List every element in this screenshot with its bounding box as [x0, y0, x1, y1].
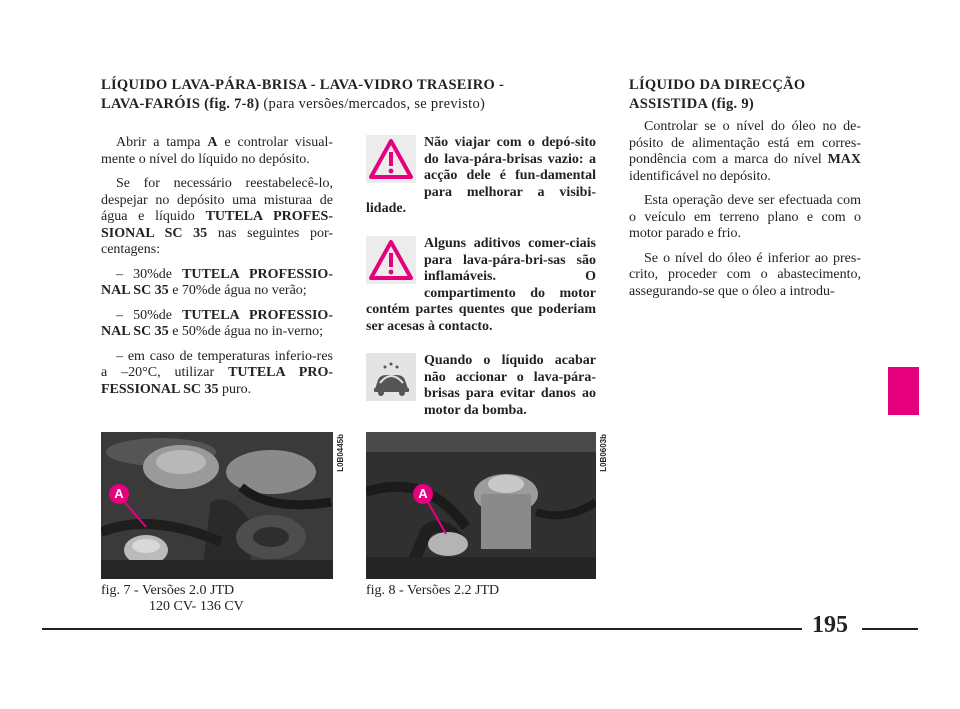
figure-caption-fig7 — [101, 583, 333, 615]
right-column-text — [629, 119, 861, 308]
car-wiper-icon — [366, 353, 416, 401]
warning-text: Não viajar com o depó-sito do lava-pára-brisas vazio: a acção dele é fun-damental para melhorar a visibi-lidade. — [366, 135, 596, 216]
warning-triangle-icon — [366, 135, 416, 183]
marker-a-label: A — [413, 484, 433, 504]
warning-flammable-additives — [366, 236, 596, 335]
figure-code: L0B0445b — [336, 434, 345, 472]
paragraph-summer-mix: – 30%de TUTELA PROFESSIO-NAL SC 35 e 70%de água no verão; — [101, 266, 333, 298]
section-heading-washer-fluid — [101, 76, 531, 114]
caption-line: fig. 8 - Versões 2.2 JTD — [366, 583, 500, 598]
paragraph-refill-oil: Se o nível do óleo é inferior ao pres-crito, proceder com o abastecimento, assegurando-se que o óleo a introdu- — [629, 250, 861, 299]
paragraph-open-cap: Abrir a tampa A e controlar visual-mente o nível do líquido no depósito. — [101, 135, 333, 167]
engine-photo-fig7 — [101, 432, 333, 579]
paragraph-check-oil: Controlar se o nível do óleo no de-pósito de alimentação está em corres-pondência com a marca do nível MAX identificável no depósito. — [629, 119, 861, 184]
page-number: 195 — [812, 612, 848, 638]
warning-text: Quando o líquido acabar não accionar o lava-pára-brisas para evitar danos ao motor da bomba. — [424, 353, 596, 418]
paragraph-conditions: Esta operação deve ser efectuada com o veículo em terreno plano e com o motor parado e frio. — [629, 193, 861, 241]
paragraph-low-temp: – em caso de temperaturas inferio-res a –20°C, utilizar TUTELA PRO-FESSIONAL SC 35 puro. — [101, 348, 333, 397]
marker-a-label: A — [109, 484, 129, 504]
section-tab — [888, 367, 919, 415]
warning-empty-reservoir — [366, 135, 596, 218]
engine-photo-fig8 — [366, 432, 596, 579]
section-heading-power-steering: LÍQUIDO DA DIRECÇÃO ASSISTIDA (fig. 9) — [629, 77, 806, 112]
warning-triangle-icon — [366, 236, 416, 284]
figure-code: L0B0603b — [599, 434, 608, 472]
left-column-text — [101, 135, 333, 406]
warning-pump-damage — [366, 353, 596, 419]
warning-text: Alguns aditivos comer-ciais para lava-pára-bri-sas são inflamáveis. O compartimento do motor contém partes quentes que poderiam ser acesas à contacto. — [366, 236, 596, 334]
heading-bold-text: LÍQUIDO LAVA-PÁRA-BRISA - LAVA-VIDRO TRASEIRO - LAVA-FARÓIS (fig. 7-8) — [101, 77, 505, 112]
caption-line: 120 CV- 136 CV — [149, 599, 244, 614]
caption-line: fig. 7 - Versões 2.0 JTD — [101, 583, 235, 598]
footer-rule-right — [862, 628, 918, 630]
heading-normal-text: (para versões/mercados, se previsto) — [263, 96, 486, 112]
paragraph-winter-mix: – 50%de TUTELA PROFESSIO-NAL SC 35 e 50%de água no in-verno; — [101, 307, 333, 339]
figure-caption-fig8 — [366, 583, 596, 599]
footer-rule-left — [42, 628, 802, 630]
paragraph-refill: Se for necessário reestabelecê-lo, despejar no depósito uma misturaa de água e líquido TUTELA PROFES-SIONAL SC 35 nas seguintes por-centagens: — [101, 176, 334, 257]
